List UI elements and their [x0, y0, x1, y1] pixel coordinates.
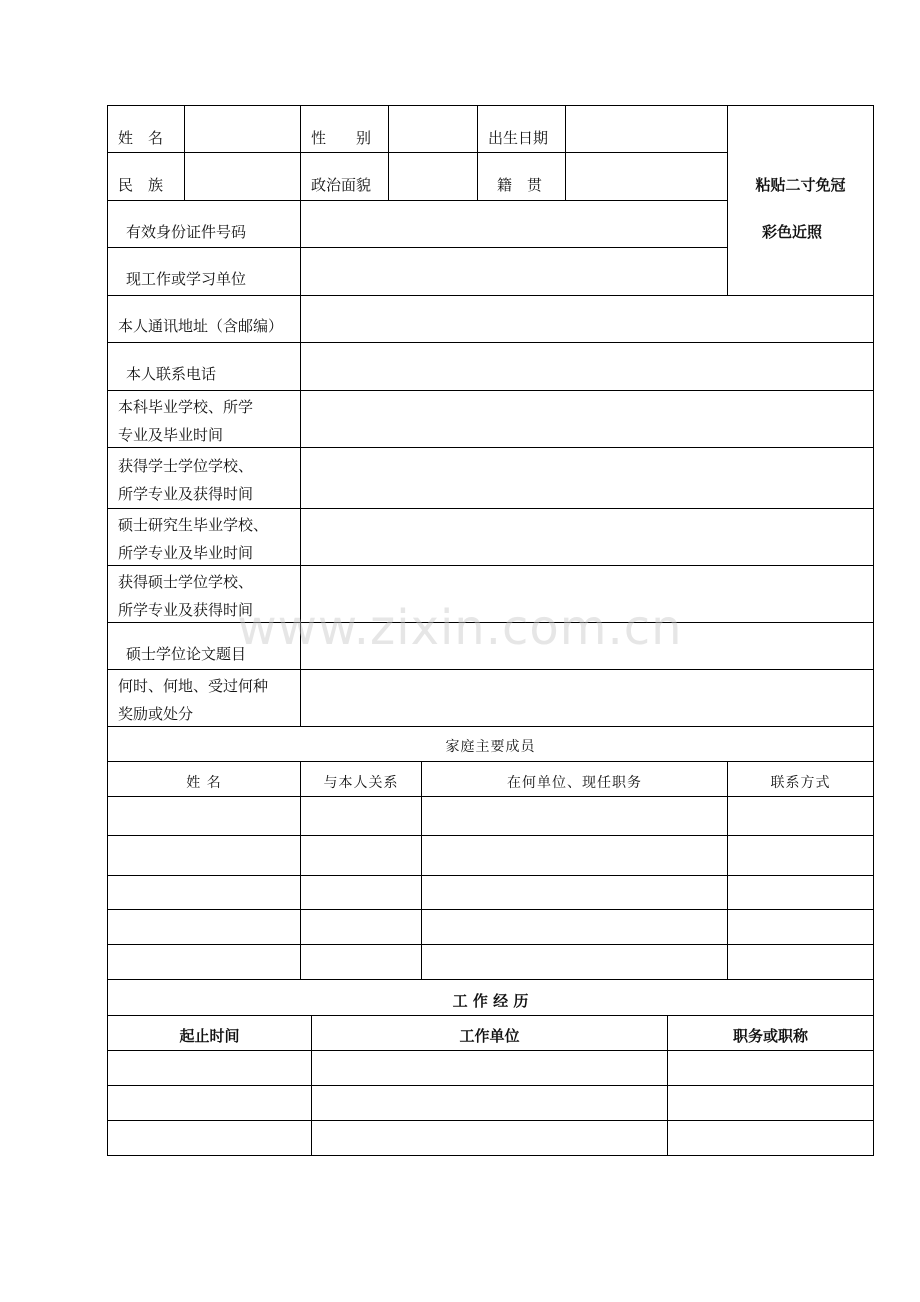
id-number-field[interactable] [301, 201, 727, 247]
family-header-contact: 联系方式 [770, 775, 831, 791]
native-place-field[interactable] [566, 153, 727, 200]
family-row[interactable] [108, 836, 873, 875]
political-status-field[interactable] [389, 153, 477, 200]
address-field[interactable] [301, 296, 873, 342]
photo-box[interactable] [728, 106, 873, 295]
name-label: 姓 名 [118, 129, 164, 147]
birth-date-field[interactable] [566, 106, 727, 152]
photo-instruction-line2: 彩色近照 [761, 223, 822, 241]
photo-instruction-line1: 粘贴二寸免冠 [755, 176, 846, 194]
watermark: www.zixin.com.cn [237, 600, 683, 656]
native-place-label: 籍 贯 [497, 176, 543, 194]
master-graduation-field[interactable] [301, 509, 873, 565]
work-unit-label: 现工作或学习单位 [126, 270, 247, 288]
master-graduation-label-line1: 硕士研究生毕业学校、 [118, 516, 269, 534]
bachelor-degree-label-line2: 所学专业及获得时间 [118, 485, 254, 503]
ethnicity-field[interactable] [185, 153, 300, 200]
family-row[interactable] [108, 797, 873, 835]
row-divider [107, 979, 874, 980]
political-status-label: 政治面貌 [311, 176, 372, 194]
phone-field[interactable] [301, 343, 873, 390]
master-graduation-label-line2: 所学专业及毕业时间 [118, 544, 254, 562]
awards-label-line1: 何时、何地、受过何种 [118, 677, 269, 695]
family-row[interactable] [108, 876, 873, 909]
master-degree-label-line2: 所学专业及获得时间 [118, 601, 254, 619]
gender-label: 性 别 [311, 129, 372, 147]
undergrad-label-line1: 本科毕业学校、所学 [118, 398, 254, 416]
row-divider [107, 761, 874, 762]
birth-date-label: 出生日期 [488, 129, 549, 147]
work-row[interactable] [108, 1086, 873, 1120]
awards-field[interactable] [301, 670, 873, 726]
ethnicity-label: 民 族 [118, 176, 164, 194]
family-header-relation: 与本人关系 [323, 775, 399, 791]
undergrad-label-line2: 专业及毕业时间 [118, 426, 224, 444]
work-header-period: 起止时间 [179, 1027, 240, 1045]
work-section-title: 工 作 经 历 [452, 992, 529, 1010]
work-row[interactable] [108, 1121, 873, 1155]
col-divider [477, 105, 478, 200]
gender-field[interactable] [389, 106, 477, 152]
work-unit-field[interactable] [301, 248, 727, 295]
awards-label-line2: 奖励或处分 [118, 705, 194, 723]
id-number-label: 有效身份证件号码 [126, 223, 247, 241]
work-header-employer: 工作单位 [459, 1027, 520, 1045]
bachelor-degree-field[interactable] [301, 448, 873, 508]
bachelor-degree-label-line1: 获得学士学位学校、 [118, 457, 254, 475]
family-row[interactable] [108, 910, 873, 944]
thesis-title-label: 硕士学位论文题目 [126, 645, 247, 663]
master-degree-label-line1: 获得硕士学位学校、 [118, 573, 254, 591]
address-label: 本人通讯地址（含邮编） [118, 317, 284, 335]
family-header-name: 姓 名 [186, 775, 222, 791]
row-divider [107, 1015, 874, 1016]
family-section-title: 家庭主要成员 [445, 739, 536, 755]
phone-label: 本人联系电话 [126, 365, 217, 383]
work-header-title: 职务或职称 [732, 1027, 808, 1045]
table-border-bottom [107, 1155, 874, 1156]
undergrad-field[interactable] [301, 391, 873, 447]
row-divider [107, 726, 874, 727]
name-field[interactable] [185, 106, 300, 152]
family-row[interactable] [108, 945, 873, 979]
family-header-employer: 在何单位、现任职务 [507, 775, 642, 791]
work-row[interactable] [108, 1051, 873, 1085]
